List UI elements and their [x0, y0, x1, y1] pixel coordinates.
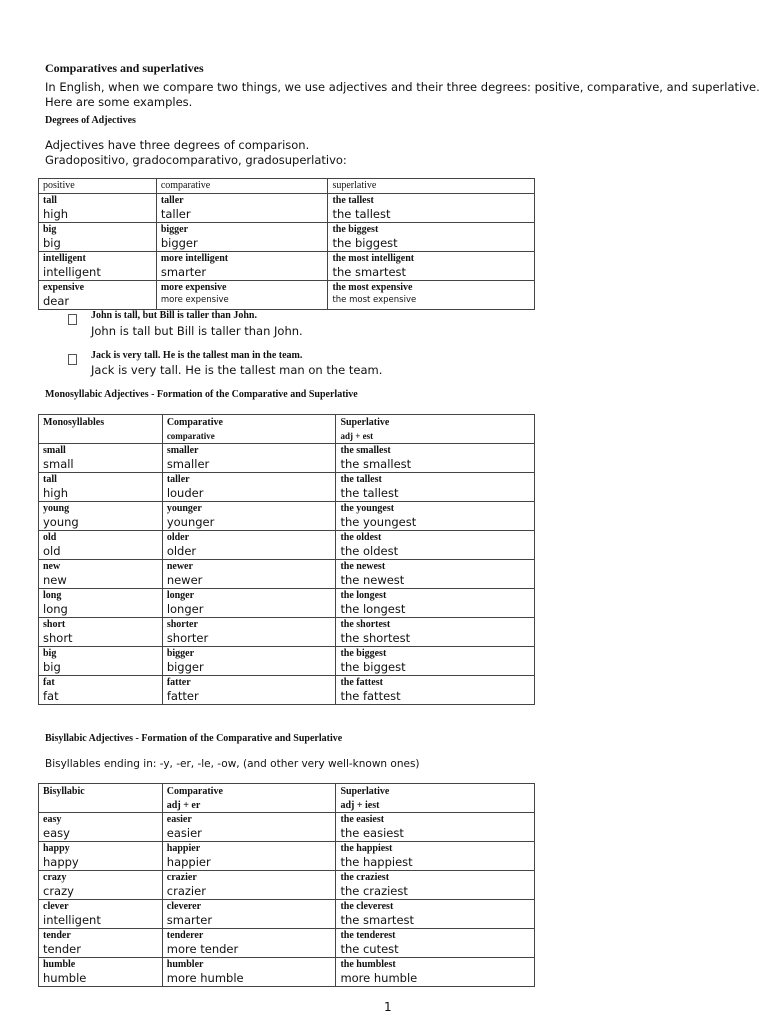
example-2-bold: Jack is very tall. He is the tallest man in the team. — [91, 350, 303, 361]
table-row — [39, 444, 535, 473]
cell-bold: the oldest — [340, 532, 382, 543]
cell-plain: easy — [43, 826, 70, 840]
cell-bold: the humblest — [340, 959, 396, 970]
cell-plain: crazy — [43, 884, 74, 898]
header-cell: positive — [43, 180, 75, 191]
cell-plain: fat — [43, 689, 59, 703]
cell-plain: the happiest — [340, 855, 413, 869]
cell-plain: happy — [43, 855, 79, 869]
table-row — [39, 223, 535, 252]
header-cell: Superlative — [340, 417, 390, 428]
cell-plain: new — [43, 573, 67, 587]
cell-bold: the most expensive — [332, 282, 413, 293]
mono-heading: Monosyllabic Adjectives - Formation of the Comparative and Superlative — [45, 389, 358, 400]
table-row — [39, 676, 535, 705]
cell-bold: longer — [166, 590, 195, 601]
table-row — [39, 647, 535, 676]
cell-plain: small — [43, 457, 74, 471]
table-row — [39, 871, 535, 900]
table-row — [39, 813, 535, 842]
cell-plain: the smartest — [332, 265, 407, 279]
table-header-row — [39, 415, 535, 444]
subheader-cell: comparative — [166, 431, 215, 441]
cell-plain: high — [43, 486, 69, 500]
cell-plain: smarter — [166, 913, 213, 927]
table-row — [39, 900, 535, 929]
cell-bold: happier — [166, 843, 201, 854]
header-cell: Comparative — [166, 786, 223, 797]
cell-bold: shorter — [166, 619, 198, 630]
cell-bold: the happiest — [340, 843, 393, 854]
table-row — [39, 281, 535, 310]
table-row — [39, 618, 535, 647]
cell-plain: newer — [166, 573, 203, 587]
cell-plain: the cutest — [340, 942, 399, 956]
cell-bold: newer — [166, 561, 193, 572]
bullet-box-icon — [68, 314, 77, 325]
cell-plain: the oldest — [340, 544, 399, 558]
subheader-cell: adj + est — [340, 431, 374, 441]
table-header-row — [39, 784, 535, 813]
cell-plain: more expensive — [160, 295, 229, 305]
cell-bold: the biggest — [332, 224, 379, 235]
cell-bold: the cleverest — [340, 901, 394, 912]
page-title: Comparatives and superlatives — [45, 61, 204, 75]
cell-bold: small — [43, 445, 66, 456]
cell-bold: crazier — [166, 872, 197, 883]
header-cell: Monosyllables — [43, 417, 105, 428]
cell-bold: tenderer — [166, 930, 204, 941]
cell-bold: the smallest — [340, 445, 391, 456]
table-row — [39, 502, 535, 531]
cell-plain: smarter — [160, 265, 207, 279]
table-row — [39, 473, 535, 502]
cell-plain: fatter — [166, 689, 199, 703]
cell-bold: taller — [166, 474, 190, 485]
header-cell: superlative — [332, 180, 377, 191]
example-bullet-1 — [68, 310, 77, 328]
bi-note: Bisyllables ending in: -y, -er, -le, -ow, (and other very well-known ones) — [45, 758, 420, 770]
cell-plain: young — [43, 515, 79, 529]
cell-plain: smaller — [166, 457, 210, 471]
table-row — [39, 560, 535, 589]
cell-bold: young — [43, 503, 70, 514]
cell-plain: the tallest — [332, 207, 391, 221]
subheader-cell: adj + iest — [340, 800, 380, 811]
degrees-line-2: Gradopositivo, gradocomparativo, gradosuperlativo: — [45, 153, 347, 167]
cell-bold: expensive — [43, 282, 85, 293]
cell-bold: new — [43, 561, 61, 572]
cell-plain: old — [43, 544, 61, 558]
cell-bold: the fattest — [340, 677, 383, 688]
bisyllabic-table — [38, 783, 535, 987]
cell-plain: the youngest — [340, 515, 417, 529]
cell-bold: cleverer — [166, 901, 202, 912]
cell-plain: bigger — [166, 660, 204, 674]
cell-plain: the fattest — [340, 689, 401, 703]
example-1-plain: John is tall but Bill is taller than John. — [91, 324, 303, 338]
monosyllabic-table — [38, 414, 535, 705]
table-row — [39, 929, 535, 958]
cell-plain: the easiest — [340, 826, 404, 840]
cell-bold: the tallest — [332, 195, 374, 206]
degrees-table — [38, 178, 535, 310]
cell-bold: younger — [166, 503, 202, 514]
cell-plain: more tender — [166, 942, 239, 956]
cell-plain: high — [43, 207, 69, 221]
cell-plain: bigger — [160, 236, 198, 250]
degrees-heading: Degrees of Adjectives — [45, 115, 136, 126]
cell-bold: bigger — [160, 224, 189, 235]
example-1-bold: John is tall, but Bill is taller than John. — [91, 310, 257, 321]
subheader-cell: adj + er — [166, 800, 201, 811]
header-cell: Comparative — [166, 417, 223, 428]
page-number: 1 — [384, 1000, 392, 1014]
cell-bold: the shortest — [340, 619, 391, 630]
table-header-row — [39, 179, 535, 194]
cell-bold: older — [166, 532, 190, 543]
cell-plain: the biggest — [332, 236, 398, 250]
cell-bold: easy — [43, 814, 62, 825]
cell-bold: more expensive — [160, 282, 227, 293]
cell-bold: humbler — [166, 959, 204, 970]
cell-plain: easier — [166, 826, 202, 840]
cell-bold: fatter — [166, 677, 191, 688]
cell-plain: the shortest — [340, 631, 411, 645]
cell-bold: fat — [43, 677, 55, 688]
cell-bold: bigger — [166, 648, 195, 659]
cell-plain: younger — [166, 515, 215, 529]
cell-plain: humble — [43, 971, 87, 985]
cell-bold: old — [43, 532, 57, 543]
header-cell: comparative — [160, 180, 211, 191]
cell-bold: more intelligent — [160, 253, 229, 264]
cell-plain: big — [43, 660, 61, 674]
cell-bold: the easiest — [340, 814, 385, 825]
cell-plain: shorter — [166, 631, 209, 645]
header-cell: Bisyllabic — [43, 786, 85, 797]
cell-plain: the newest — [340, 573, 405, 587]
cell-plain: crazier — [166, 884, 206, 898]
cell-bold: tender — [43, 930, 71, 941]
cell-bold: the tallest — [340, 474, 382, 485]
cell-plain: short — [43, 631, 73, 645]
cell-bold: the youngest — [340, 503, 395, 514]
cell-bold: the tenderest — [340, 930, 396, 941]
cell-bold: crazy — [43, 872, 67, 883]
example-2-plain: Jack is very tall. He is the tallest man on the team. — [91, 363, 383, 377]
cell-bold: intelligent — [43, 253, 86, 264]
cell-bold: big — [43, 648, 57, 659]
cell-plain: the longest — [340, 602, 406, 616]
cell-bold: short — [43, 619, 66, 630]
bi-heading: Bisyllabic Adjectives - Formation of the Comparative and Superlative — [45, 733, 343, 744]
cell-plain: intelligent — [43, 913, 101, 927]
cell-bold: the craziest — [340, 872, 390, 883]
header-cell: Superlative — [340, 786, 390, 797]
table-row — [39, 252, 535, 281]
cell-bold: tall — [43, 474, 57, 485]
cell-plain: happier — [166, 855, 211, 869]
cell-bold: clever — [43, 901, 69, 912]
cell-bold: long — [43, 590, 62, 601]
cell-bold: tall — [43, 195, 57, 206]
degrees-line-1: Adjectives have three degrees of comparison. — [45, 138, 310, 152]
cell-plain: older — [166, 544, 197, 558]
cell-bold: the biggest — [340, 648, 387, 659]
cell-plain: longer — [166, 602, 204, 616]
cell-plain: the tallest — [340, 486, 399, 500]
cell-plain: more humble — [166, 971, 244, 985]
intro-line-1: In English, when we compare two things, we use adjectives and their three degrees: positive, comparative, and superlative. — [45, 80, 760, 94]
cell-plain: the most expensive — [332, 295, 417, 305]
cell-bold: smaller — [166, 445, 199, 456]
cell-bold: the longest — [340, 590, 387, 601]
cell-plain: intelligent — [43, 265, 101, 279]
cell-plain: the smallest — [340, 457, 412, 471]
cell-plain: more humble — [340, 971, 418, 985]
cell-plain: long — [43, 602, 68, 616]
cell-plain: louder — [166, 486, 204, 500]
cell-plain: big — [43, 236, 61, 250]
table-row — [39, 531, 535, 560]
table-row — [39, 958, 535, 987]
table-row — [39, 842, 535, 871]
cell-bold: big — [43, 224, 57, 235]
table-row — [39, 589, 535, 618]
cell-plain: tender — [43, 942, 81, 956]
cell-plain: dear — [43, 294, 70, 308]
cell-bold: happy — [43, 843, 70, 854]
cell-plain: the craziest — [340, 884, 408, 898]
cell-bold: the most intelligent — [332, 253, 415, 264]
cell-bold: the newest — [340, 561, 386, 572]
cell-bold: taller — [160, 195, 184, 206]
intro-line-2: Here are some examples. — [45, 95, 193, 109]
table-row — [39, 194, 535, 223]
cell-plain: the smartest — [340, 913, 415, 927]
bullet-box-icon — [68, 354, 77, 365]
cell-bold: humble — [43, 959, 76, 970]
cell-plain: taller — [160, 207, 191, 221]
example-bullet-2 — [68, 350, 77, 368]
cell-plain: the biggest — [340, 660, 406, 674]
cell-bold: easier — [166, 814, 192, 825]
